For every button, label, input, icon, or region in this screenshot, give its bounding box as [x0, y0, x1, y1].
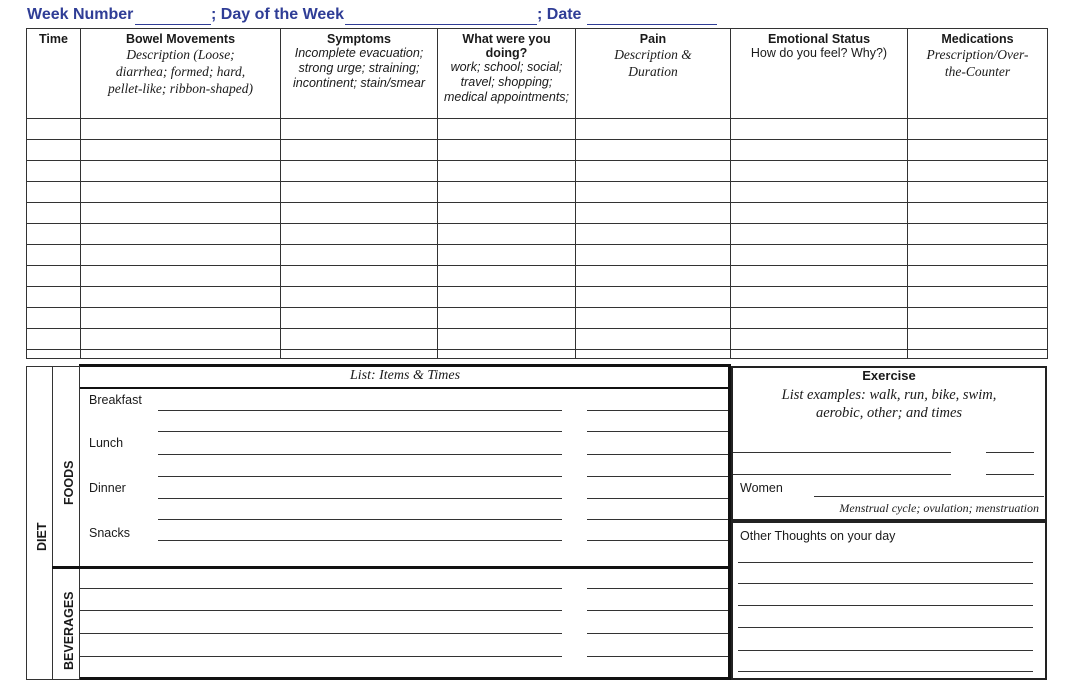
table-row[interactable]	[27, 329, 1048, 350]
diet-divider	[52, 366, 53, 680]
date-label: ; Date	[537, 6, 582, 23]
exercise-time-line[interactable]	[986, 452, 1034, 453]
foods-beverages-divider	[52, 566, 731, 569]
menstrual-note: Menstrual cycle; ovulation; menstruation	[839, 501, 1039, 515]
list-items-header: List: Items & Times	[349, 368, 461, 383]
beverage-items-line[interactable]	[80, 633, 562, 634]
beverage-times-line[interactable]	[587, 633, 728, 634]
exercise-entry-line[interactable]	[733, 452, 951, 453]
col-time: Time	[27, 29, 81, 119]
table-row[interactable]	[27, 266, 1048, 287]
beverage-times-line[interactable]	[587, 656, 728, 657]
exercise-title: Exercise	[862, 368, 916, 383]
other-thoughts-label: Other Thoughts on your day	[740, 529, 896, 543]
exercise-description	[731, 386, 1047, 422]
beverage-items-line[interactable]	[80, 610, 562, 611]
lunch-items-line[interactable]	[158, 454, 562, 455]
day-of-week-label: ; Day of the Week	[211, 6, 345, 23]
exercise-desc-line: aerobic, other; and times	[815, 405, 963, 421]
breakfast-times-line[interactable]	[587, 410, 728, 411]
col-bowel-movements: Bowel Movements Description (Loose; diarrhea; formed; hard, pellet-like; ribbon-shaped)	[81, 29, 281, 119]
dinner-items-line[interactable]	[158, 519, 562, 520]
breakfast-label: Breakfast	[89, 393, 142, 407]
table-row[interactable]	[27, 140, 1048, 161]
breakfast-times-line[interactable]	[587, 431, 728, 432]
lunch-times-line[interactable]	[587, 476, 728, 477]
beverage-items-line[interactable]	[80, 588, 562, 589]
dinner-times-line[interactable]	[587, 498, 728, 499]
table-row[interactable]	[27, 203, 1048, 224]
other-thoughts-section	[731, 521, 1047, 680]
women-label: Women	[740, 481, 783, 495]
women-entry-line[interactable]	[814, 496, 1044, 497]
lunch-times-line[interactable]	[587, 454, 728, 455]
table-row[interactable]	[27, 182, 1048, 203]
daily-log-table	[26, 28, 1048, 359]
table-row[interactable]	[27, 119, 1048, 140]
exercise-desc-line: List examples: walk, run, bike, swim,	[781, 387, 997, 403]
dinner-times-line[interactable]	[587, 519, 728, 520]
other-thoughts-line[interactable]	[738, 650, 1033, 651]
lunch-items-line[interactable]	[158, 476, 562, 477]
breakfast-items-line[interactable]	[158, 410, 562, 411]
lunch-label: Lunch	[89, 436, 124, 450]
other-thoughts-line[interactable]	[738, 562, 1033, 563]
week-number-field[interactable]	[135, 24, 211, 25]
col-symptoms: Symptoms Incomplete evacuation; strong urge; straining; incontinent; stain/smear	[281, 29, 438, 119]
form-header	[27, 4, 1027, 26]
day-of-week-field[interactable]	[345, 24, 537, 25]
snacks-times-line[interactable]	[587, 540, 728, 541]
table-row[interactable]	[27, 224, 1048, 245]
col-pain: Pain Description & Duration	[576, 29, 731, 119]
date-field[interactable]	[587, 24, 717, 25]
dinner-label: Dinner	[89, 481, 126, 495]
beverages-label: BEVERAGES	[62, 591, 76, 670]
table-row[interactable]	[27, 308, 1048, 329]
other-thoughts-line[interactable]	[738, 605, 1033, 606]
table-row[interactable]	[27, 245, 1048, 266]
table-row[interactable]	[27, 161, 1048, 182]
snacks-items-line[interactable]	[158, 540, 562, 541]
col-emotional-status: Emotional Status How do you feel? Why?)	[731, 29, 908, 119]
snacks-label: Snacks	[89, 526, 130, 540]
col-activity: What were you doing? work; school; social; travel; shopping; medical appointments;	[438, 29, 576, 119]
beverage-times-line[interactable]	[587, 588, 728, 589]
table-row[interactable]	[27, 287, 1048, 308]
diet-label: DIET	[35, 522, 49, 551]
table-header-row	[27, 29, 1048, 119]
table-row[interactable]	[27, 350, 1048, 359]
beverage-times-line[interactable]	[587, 610, 728, 611]
beverage-items-line[interactable]	[80, 656, 562, 657]
exercise-time-line[interactable]	[986, 474, 1034, 475]
foods-label: FOODS	[62, 460, 76, 505]
col-medications: Medications Prescription/Over- the-Counter	[908, 29, 1048, 119]
week-number-label: Week Number	[27, 6, 134, 23]
dinner-items-line[interactable]	[158, 498, 562, 499]
other-thoughts-line[interactable]	[738, 671, 1033, 672]
list-header-rule	[80, 387, 731, 389]
exercise-entry-line[interactable]	[733, 474, 951, 475]
other-thoughts-line[interactable]	[738, 627, 1033, 628]
breakfast-items-line[interactable]	[158, 431, 562, 432]
other-thoughts-line[interactable]	[738, 583, 1033, 584]
